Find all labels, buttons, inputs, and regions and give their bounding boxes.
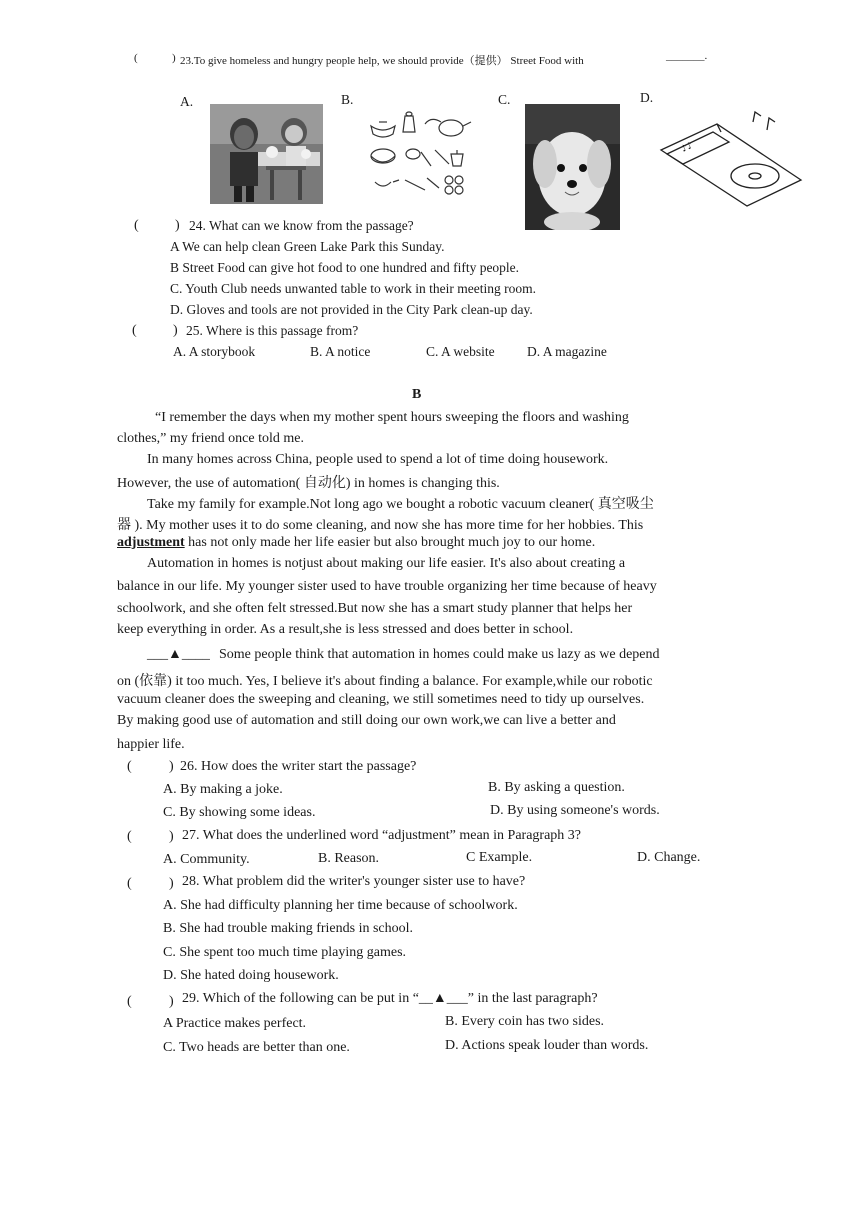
q25-option-b: B. A notice — [310, 344, 371, 359]
passage-p5-line5: happier life. — [117, 737, 185, 752]
passage-p3-line2: 器 ). My mother uses it to do some cleaning, and now she has more time for her hobbies. This — [117, 518, 644, 533]
q25-option-c: C. A website — [426, 344, 495, 359]
passage-p5-line1: Some people think that automation in homes could make us lazy as we depend — [219, 647, 660, 662]
q27-option-a: A. Community. — [163, 852, 250, 867]
passage-p5-line2: on (依靠) it too much. Yes, I believe it's about finding a balance. For example,while our robotic — [117, 674, 653, 689]
q24-paren-close: ) — [175, 218, 180, 233]
passage-p5-line4: By making good use of automation and still doing our own work,we can live a better and — [117, 713, 616, 728]
q29-option-c: C. Two heads are better than one. — [163, 1040, 350, 1055]
q29-option-d: D. Actions speak louder than words. — [445, 1038, 649, 1053]
passage-p1-line1: “I remember the days when my mother spent hours sweeping the floors and washing — [155, 410, 629, 425]
passage-p2-line2: However, the use of automation( 自动化) in homes is changing this. — [117, 476, 500, 491]
q26-option-d: D. By using someone's words. — [490, 803, 660, 818]
q29-paren-open: ( — [127, 994, 132, 1009]
q24-option-c: C. Youth Club needs unwanted table to work in their meeting room. — [170, 281, 536, 296]
passage-p4-line1: Automation in homes is notjust about making our life easier. It's also about creating a — [147, 556, 626, 571]
q28-option-b: B. She had trouble making friends in school. — [163, 921, 414, 936]
passage-p3-line3 — [117, 535, 595, 551]
passage-p4-line2: balance in our life. My younger sister used to have trouble organizing her time because of heavy — [117, 579, 657, 594]
q27-option-c: C Example. — [466, 850, 533, 865]
passage-p4-line4: keep everything in order. As a result,she is less stressed and does better in school. — [117, 622, 574, 637]
passage-p5-blank: ___▲____ — [147, 647, 210, 662]
q25-option-a: A. A storybook — [173, 344, 256, 359]
family-meal-illustration — [210, 104, 323, 204]
cd-music-illustration — [657, 110, 805, 210]
q29-option-b: B. Every coin has two sides. — [445, 1014, 605, 1029]
passage-p2-line1: In many homes across China, people used to spend a lot of time doing housework. — [147, 452, 609, 467]
q28-option-a: A. She had difficulty planning her time because of schoolwork. — [163, 898, 518, 913]
q24-option-b: B Street Food can give hot food to one hundred and fifty people. — [170, 260, 520, 275]
q27-paren-open: ( — [127, 829, 132, 844]
q26-paren-open: ( — [127, 759, 132, 774]
passage-p5-line3: vacuum cleaner does the sweeping and cleaning, we still sometimes need to tidy up ourselves. — [117, 692, 645, 707]
q27-option-d: D. Change. — [637, 850, 701, 865]
q28-option-c: C. She spent too much time playing games. — [163, 945, 407, 960]
q28-option-d: D. She hated doing housework. — [163, 968, 339, 983]
q26-stem: 26. How does the writer start the passage? — [180, 759, 417, 774]
q29-paren-close: ) — [169, 994, 174, 1009]
kitchenware-illustration — [365, 104, 475, 208]
passage-p3-line1: Take my family for example.Not long ago we bought a robotic vacuum cleaner( 真空吸尘 — [147, 497, 654, 512]
q26-option-a: A. By making a joke. — [163, 782, 283, 797]
q26-option-c: C. By showing some ideas. — [163, 805, 316, 820]
q27-stem: 27. What does the underlined word “adjustment” mean in Paragraph 3? — [182, 828, 582, 843]
puppy-photo — [525, 104, 620, 230]
q24-option-a: A We can help clean Green Lake Park this Sunday. — [170, 239, 445, 254]
q27-paren-close: ) — [169, 829, 174, 844]
q23-paren-close: ) — [172, 52, 176, 64]
q27-option-b: B. Reason. — [318, 851, 380, 866]
q23-option-c-label: C. — [498, 92, 511, 107]
underlined-word-adjustment: adjustment — [117, 535, 185, 550]
q24-paren-open: ( — [134, 218, 139, 233]
passage-p4-line3: schoolwork, and she often felt stressed.But now she has a smart study planner that helps her — [117, 601, 633, 616]
q26-paren-close: ) — [169, 759, 174, 774]
music-icon: ♪♪ — [680, 140, 695, 155]
q23-option-a-label: A. — [180, 94, 194, 109]
q23-option-b-label: B. — [341, 92, 354, 107]
q25-paren-close: ) — [173, 323, 178, 338]
passage-p1-line2: clothes,” my friend once told me. — [117, 431, 304, 446]
q29-stem: 29. Which of the following can be put in “__▲___” in the last paragraph? — [182, 991, 598, 1006]
q24-stem: 24. What can we know from the passage? — [189, 218, 414, 233]
q28-stem: 28. What problem did the writer's younger sister use to have? — [182, 874, 526, 889]
q23-stem: 23.To give homeless and hungry people help, we should provide（提供） Street Food with — [180, 55, 584, 67]
q23-blank: _______. — [666, 50, 708, 62]
section-b-heading: B — [412, 387, 422, 402]
q29-option-a: A Practice makes perfect. — [163, 1016, 307, 1031]
q25-stem: 25. Where is this passage from? — [186, 323, 359, 338]
q25-paren-open: ( — [132, 323, 137, 338]
q24-option-d: D. Gloves and tools are not provided in the City Park clean-up day. — [170, 302, 533, 317]
q23-paren-open: ( — [134, 52, 138, 64]
q28-paren-close: ) — [169, 876, 174, 891]
passage-p3-line3-rest: has not only made her life easier but also brought much joy to our home. — [184, 535, 596, 550]
q25-option-d: D. A magazine — [527, 344, 607, 359]
q26-option-b: B. By asking a question. — [488, 780, 625, 795]
q23-option-d-label: D. — [640, 90, 654, 105]
q28-paren-open: ( — [127, 876, 132, 891]
